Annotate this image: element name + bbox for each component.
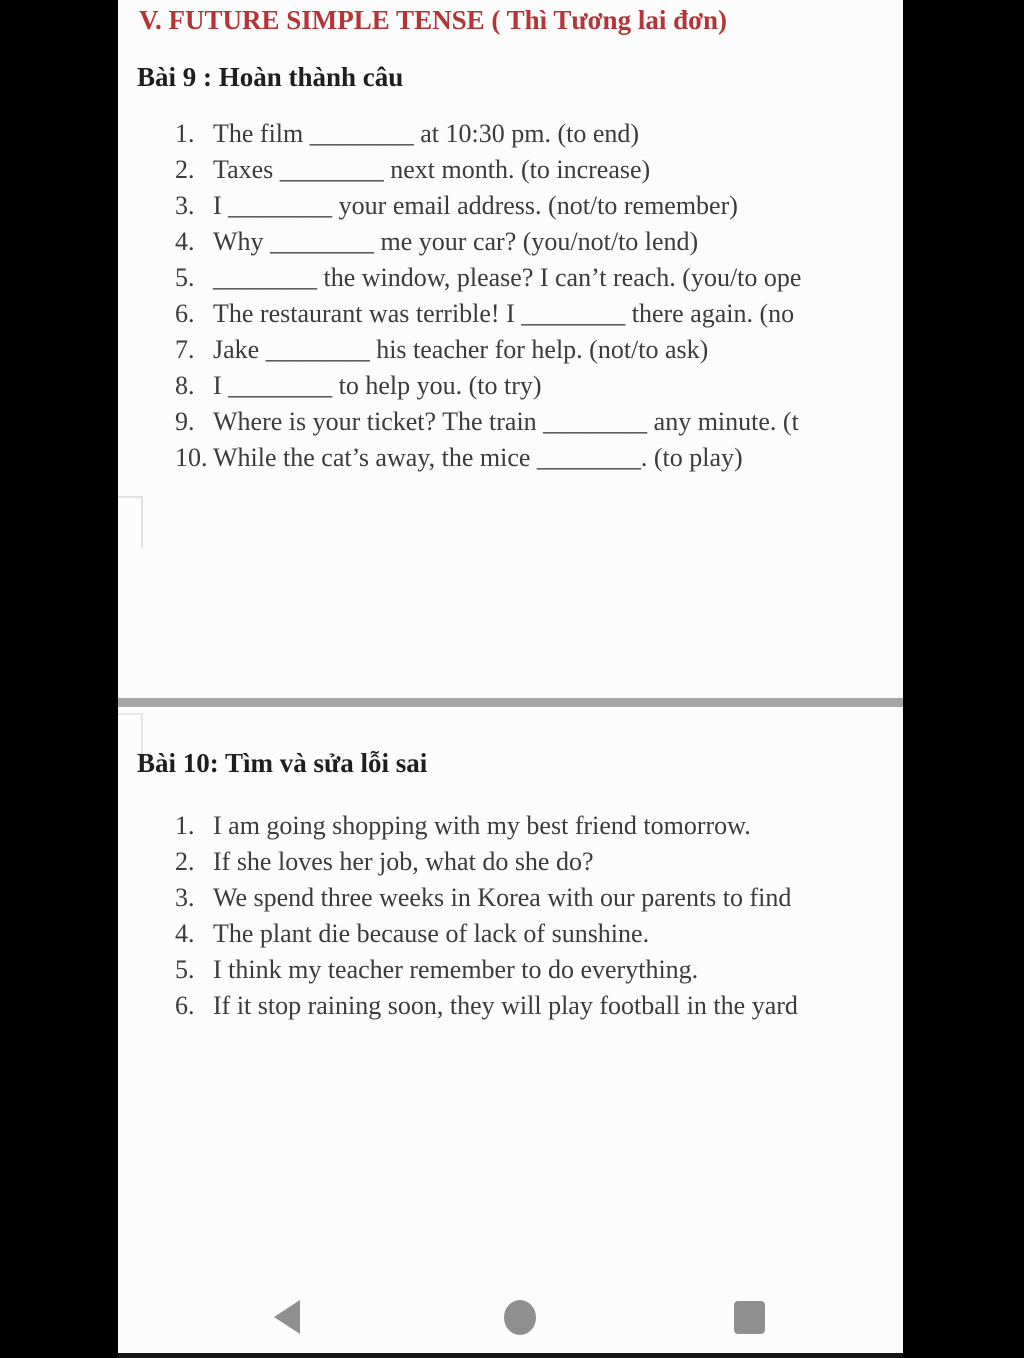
document-page bbox=[118, 0, 903, 1358]
exercise-item bbox=[175, 808, 903, 844]
item-text: Jake ________ his teacher for help. (not/to ask) bbox=[213, 335, 709, 364]
exercise-item bbox=[175, 404, 903, 440]
item-text: I ________ to help you. (to try) bbox=[213, 371, 542, 400]
item-number: 10. bbox=[175, 443, 208, 472]
item-text: If it stop raining soon, they will play football in the yard bbox=[213, 991, 798, 1020]
back-triangle-icon bbox=[274, 1300, 300, 1334]
item-text: Why ________ me your car? (you/not/to lend) bbox=[213, 227, 699, 256]
exercise-item bbox=[175, 152, 903, 188]
bai10-exercise-list bbox=[175, 808, 903, 1024]
item-text: The restaurant was terrible! I ________ there again. (no bbox=[213, 299, 795, 328]
item-number: 9. bbox=[175, 407, 195, 436]
page-corner-mark bbox=[118, 496, 143, 548]
item-text: The plant die because of lack of sunshine. bbox=[213, 919, 650, 948]
exercise-item bbox=[175, 440, 903, 476]
item-number: 6. bbox=[175, 991, 195, 1020]
item-number: 1. bbox=[175, 119, 195, 148]
exercise-item bbox=[175, 188, 903, 224]
bai9-exercise-list bbox=[175, 116, 903, 476]
exercise-item bbox=[175, 260, 903, 296]
item-text: I ________ your email address. (not/to remember) bbox=[213, 191, 738, 220]
item-number: 5. bbox=[175, 263, 195, 292]
page-bottom-edge bbox=[118, 1353, 903, 1358]
item-text: We spend three weeks in Korea with our parents to find bbox=[213, 883, 792, 912]
section-bai9-heading: Bài 9 : Hoàn thành câu bbox=[137, 62, 404, 92]
item-text: If she loves her job, what do she do? bbox=[213, 847, 594, 876]
item-text: Where is your ticket? The train ________ any minute. (t bbox=[213, 407, 799, 436]
item-text: ________ the window, please? I can’t reach. (you/to ope bbox=[213, 263, 802, 292]
item-number: 1. bbox=[175, 811, 195, 840]
home-button[interactable] bbox=[496, 1293, 544, 1341]
recents-square-icon bbox=[734, 1301, 765, 1334]
item-number: 8. bbox=[175, 371, 195, 400]
section-bai10-heading: Bài 10: Tìm và sửa lỗi sai bbox=[137, 748, 428, 778]
document-title: V. FUTURE SIMPLE TENSE ( Thì Tương lai đơn) bbox=[139, 5, 728, 35]
exercise-item bbox=[175, 368, 903, 404]
item-number: 6. bbox=[175, 299, 195, 328]
item-text: I think my teacher remember to do everything. bbox=[213, 955, 699, 984]
exercise-item bbox=[175, 988, 903, 1024]
exercise-item bbox=[175, 332, 903, 368]
item-number: 5. bbox=[175, 955, 195, 984]
exercise-item bbox=[175, 296, 903, 332]
recents-button[interactable] bbox=[725, 1293, 773, 1341]
back-button[interactable] bbox=[263, 1293, 311, 1341]
item-number: 3. bbox=[175, 191, 195, 220]
exercise-item bbox=[175, 224, 903, 260]
item-number: 2. bbox=[175, 155, 195, 184]
item-number: 7. bbox=[175, 335, 195, 364]
item-text: Taxes ________ next month. (to increase) bbox=[213, 155, 651, 184]
item-number: 2. bbox=[175, 847, 195, 876]
exercise-item bbox=[175, 952, 903, 988]
item-text: While the cat’s away, the mice ________. (to play) bbox=[213, 443, 743, 472]
exercise-item bbox=[175, 880, 903, 916]
page-break-divider bbox=[118, 698, 903, 707]
exercise-item bbox=[175, 116, 903, 152]
exercise-item bbox=[175, 844, 903, 880]
item-text: The film ________ at 10:30 pm. (to end) bbox=[213, 119, 640, 148]
item-number: 4. bbox=[175, 227, 195, 256]
item-number: 3. bbox=[175, 883, 195, 912]
item-number: 4. bbox=[175, 919, 195, 948]
home-circle-icon bbox=[504, 1300, 536, 1335]
exercise-item bbox=[175, 916, 903, 952]
item-text: I am going shopping with my best friend tomorrow. bbox=[213, 811, 751, 840]
